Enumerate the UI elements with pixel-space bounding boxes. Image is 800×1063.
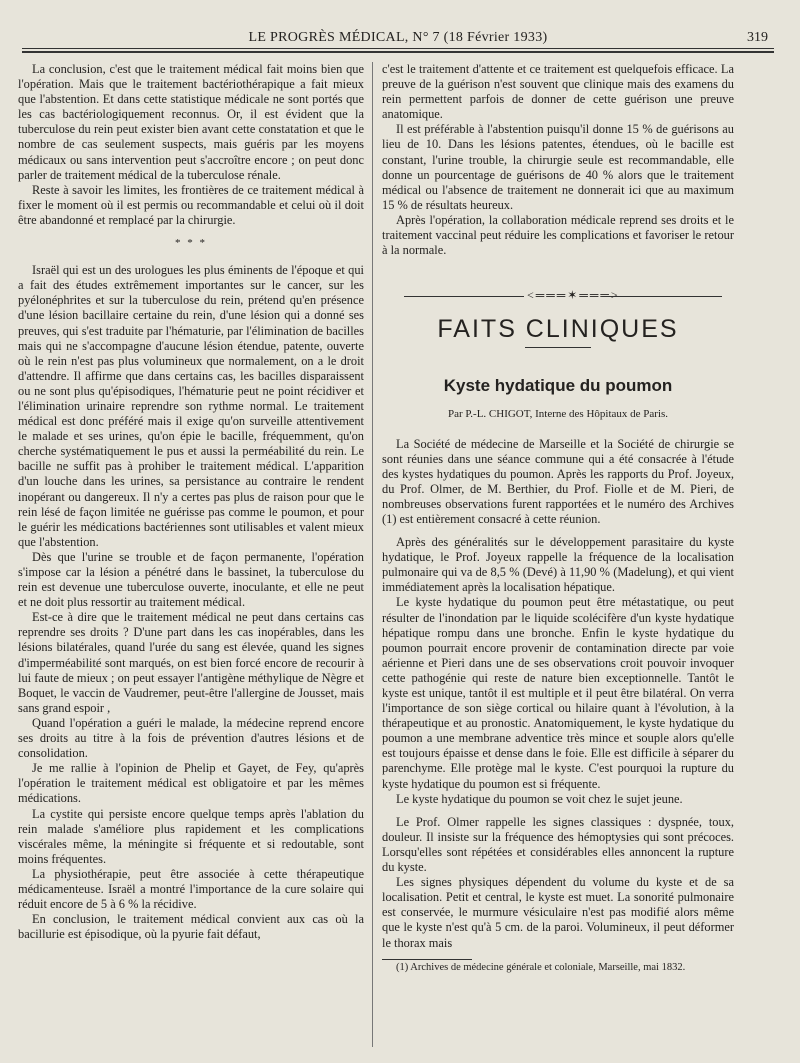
- left-column: [18, 62, 364, 942]
- page-number: 319: [747, 30, 768, 45]
- paragraph: Le kyste hydatique du poumon peut être métastatique, ou peut résulter de l'inondation par le liquide scolécifère d'un kyste hydatique hépatique rompu dans une bronche. Enfin le kyste hydatique du poumon pourrait encore provenir de contamination directe par voie aérienne et Pieri dans une de ses observations croit pouvoir invoquer cette pathogénie qui reste de nature bien exceptionnelle. Tantôt le kyste est unique, tantôt il est multiple et il peut être bilatéral. On verra l'importance de son siège cortical ou hilaire quant à l'évolution, à la thérapeutique et au pronostic. Anatomiquement, le kyste hydatique du poumon a une membrane adventice très mince et souple alors qu'elle est toujours épaisse et dense dans le foie. Elle est difficile à séparer du parenchyme. Elle protège mal le kyste. C'est pourquoi la rupture du kyste hydatique du poumon est si fréquente.: [382, 595, 734, 791]
- spacer: [382, 807, 734, 815]
- ornament-center: <═══✶═══>: [527, 288, 620, 303]
- paragraph: La conclusion, c'est que le traitement médical fait moins bien que l'opération. Mais que le traitement bactériothérapique a fait mieux que l'abstention. Et dans cette statistique médicale ne sont portés que les cas bactériologiquement reconnus. Or, il est évident que la tuberculose du rein peut exister bien avant cette constatation et que le nombre de cas seulement suspects, mais guéris par les moyens médicaux ou sans intervention peut s'accroître encore ; on peut donc parler de traitement médical de la tuberculose rénale.: [18, 62, 364, 182]
- ornamental-divider: [382, 286, 734, 308]
- column-divider: [372, 62, 373, 1047]
- paragraph: Après des généralités sur le développement parasitaire du kyste hydatique, le Prof. Joyeux rappelle la fréquence de la localisation pulmonaire qui va de 8,5 % (Devé) à 11,90 % (Madelung), et qui vient immédiatement après la localisation hépatique.: [382, 535, 734, 595]
- paragraph: c'est le traitement d'attente et ce traitement est quelquefois efficace. La preuve de la guérison n'est souvent que clinique mais des examens du rein permettent parfois de donner de cette guérison une preuve anatomique.: [382, 62, 734, 122]
- article-title: Kyste hydatique du poumon: [443, 376, 673, 396]
- paragraph: En conclusion, le traitement médical convient aux cas où la bacillurie est épisodique, où la pyurie fait défaut,: [18, 912, 364, 942]
- paragraph: Quand l'opération a guéri le malade, la médecine reprend encore ses droits au titre à la fois de prévention d'autres lésions et de consolidation.: [18, 715, 364, 761]
- ornament-line-right: [602, 296, 722, 297]
- paragraph: Dès que l'urine se trouble et de façon permanente, l'opération s'impose car la lésion a pénétré dans le bassinet, la tuberculose du rein est devenue une tuberculose ouverte, inoculante, et elle ne peut et ne doit plus ressortir au traitement médical.: [18, 549, 364, 610]
- paragraph: La Société de médecine de Marseille et la Société de chirurgie se sont réunies dans une séance commune qui a été consacrée à l'étude des kystes hydatiques du poumon. Après les rapports du Prof. Joyeux, du Prof. Olmer, de M. Berthier, du Prof. Fiolle et de M. Pieri, de nombreuses observations furent rapportées et le numéro des Archives (1) est entièrement consacré à cette réunion.: [382, 436, 734, 526]
- paragraph: Reste à savoir les limites, les frontières de ce traitement médical à fixer le moment où il est permis ou recommandable et celui où il doit être abandonné et remplacé par la chirurgie.: [18, 182, 364, 227]
- spacer: [382, 527, 734, 535]
- section-separator: * * *: [175, 237, 207, 250]
- paragraph: Après l'opération, la collaboration médicale reprend ses droits et le traitement vaccinal peut réduire les complications et favoriser le retour à la normale.: [382, 212, 734, 258]
- ornament-line-left: [404, 296, 524, 297]
- article-byline: Par P.-L. CHIGOT, Interne des Hôpitaux de Paris.: [447, 408, 669, 421]
- paragraph: La cystite qui persiste encore quelque temps après l'ablation du rein malade s'améliore plus rapidement et les complications viscérales même, la méningite si fréquente et si redoutable, sont moins fréquentes.: [18, 806, 364, 866]
- paragraph: Je me rallie à l'opinion de Phelip et Gayet, de Fey, qu'après l'opération le traitement médical est obligatoire et par les mêmes médications.: [18, 761, 364, 806]
- header-rule: [22, 48, 774, 49]
- paragraph: Il est préférable à l'abstention puisqu'il donne 15 % de guérisons au lieu de 10. Dans les lésions patentes, étendues, où le bacille est constant, l'urine trouble, la chirurgie seule est recommandable, elle donne un pourcentage de guérisons de 40 % alors que le traitement médical ou l'absence de traitement ne donnerait ici que au maximum 15 % de résultats heureux.: [382, 122, 734, 212]
- paragraph: Le kyste hydatique du poumon se voit chez le sujet jeune.: [396, 791, 683, 806]
- paragraph: La physiothérapie, peut être associée à cette thérapeutique médicamenteuse. Israël a montré l'importance de la cure solaire qui réduit encore de 5 à 6 % la récidive.: [18, 866, 364, 912]
- footnote: (1) Archives de médecine générale et coloniale, Marseille, mai 1832.: [396, 961, 686, 973]
- running-header: [22, 30, 774, 52]
- paragraph: Les signes physiques dépendent du volume du kyste et de sa localisation. Petit et central, le kyste est muet. La sonorité pulmonaire est conservée, le murmure vésiculaire n'est pas modifié alors même que le kyste n'est qu'à 5 cm. de la paroi. Volumineux, il peut déformer le thorax mais: [382, 875, 734, 950]
- journal-title: LE PROGRÈS MÉDICAL, N° 7 (18 Février 1933): [248, 30, 548, 45]
- header-double-rule: [22, 51, 774, 53]
- right-column: [382, 62, 734, 975]
- section-heading: FAITS CLINIQUES: [437, 315, 679, 344]
- section-rule: [525, 347, 591, 348]
- paragraph: Est-ce à dire que le traitement médical ne peut dans certains cas reprendre ses droits ? D'une part dans les cas inopérables, dans les lésions bilatérales, quand l'urée du sang est élevée, quand les signes d'imperméabilité sont marqués, on est bien forcé encore de recourir à lui faute de mieux ; on peut essayer l'antigène méthylique de Nègre et Boquet, le vaccin de Vaudremer, peut-être l'allergine de Jousset, mais sans grand espoir ,: [18, 610, 364, 715]
- paragraph: Israël qui est un des urologues les plus éminents de l'époque et qui a fait des études extrêmement importantes sur le cancer, sur les pyélonéphrites et sur la tuberculose du rein, prétend qu'en présence d'une lésion bacillaire certaine du rein, d'une lésion qui a donné ses preuves, qui s'est traduite par l'hématurie, par l'élimination de bacilles mais qui ne s'accompagne d'aucune lésion étendue, patente, ouverte où le rein n'est pas plus volumineux que normalement, on a le droit d'attendre. Il affirme que dans certains cas, les bacilles disparaissent ou ne sont plus qu'épisodiques, l'hématurie peut ne point récidiver et l'élimination urinaire reprendre son rythme normal. Le traitement médical est donc préféré mais il exige qu'on surveille attentivement le malade et ses urines, qu'on épie le bacille, fréquemment, qu'on cherche systématiquement le pus et aussi la perméabilité du rein. Le bacille ne suffit pas à prohiber le traitement médical. L'apparition d'un louche dans les urines, sa persistance au contraire le rendent inopérant ou dangereux. Il n'y a certes pas plus de raison pour que le rein lésé de façon limitée ne guérisse pas comme le poumon, et pour le guérir les médications bactériennes sont utilisables et valent mieux que l'abstention.: [18, 263, 364, 549]
- paragraph: Le Prof. Olmer rappelle les signes classiques : dyspnée, toux, douleur. Il insiste sur la fréquence des hémoptysies qui sont précoces. Lorsqu'elles sont répétées et considérables elles annoncent la rupture du kyste.: [382, 814, 734, 875]
